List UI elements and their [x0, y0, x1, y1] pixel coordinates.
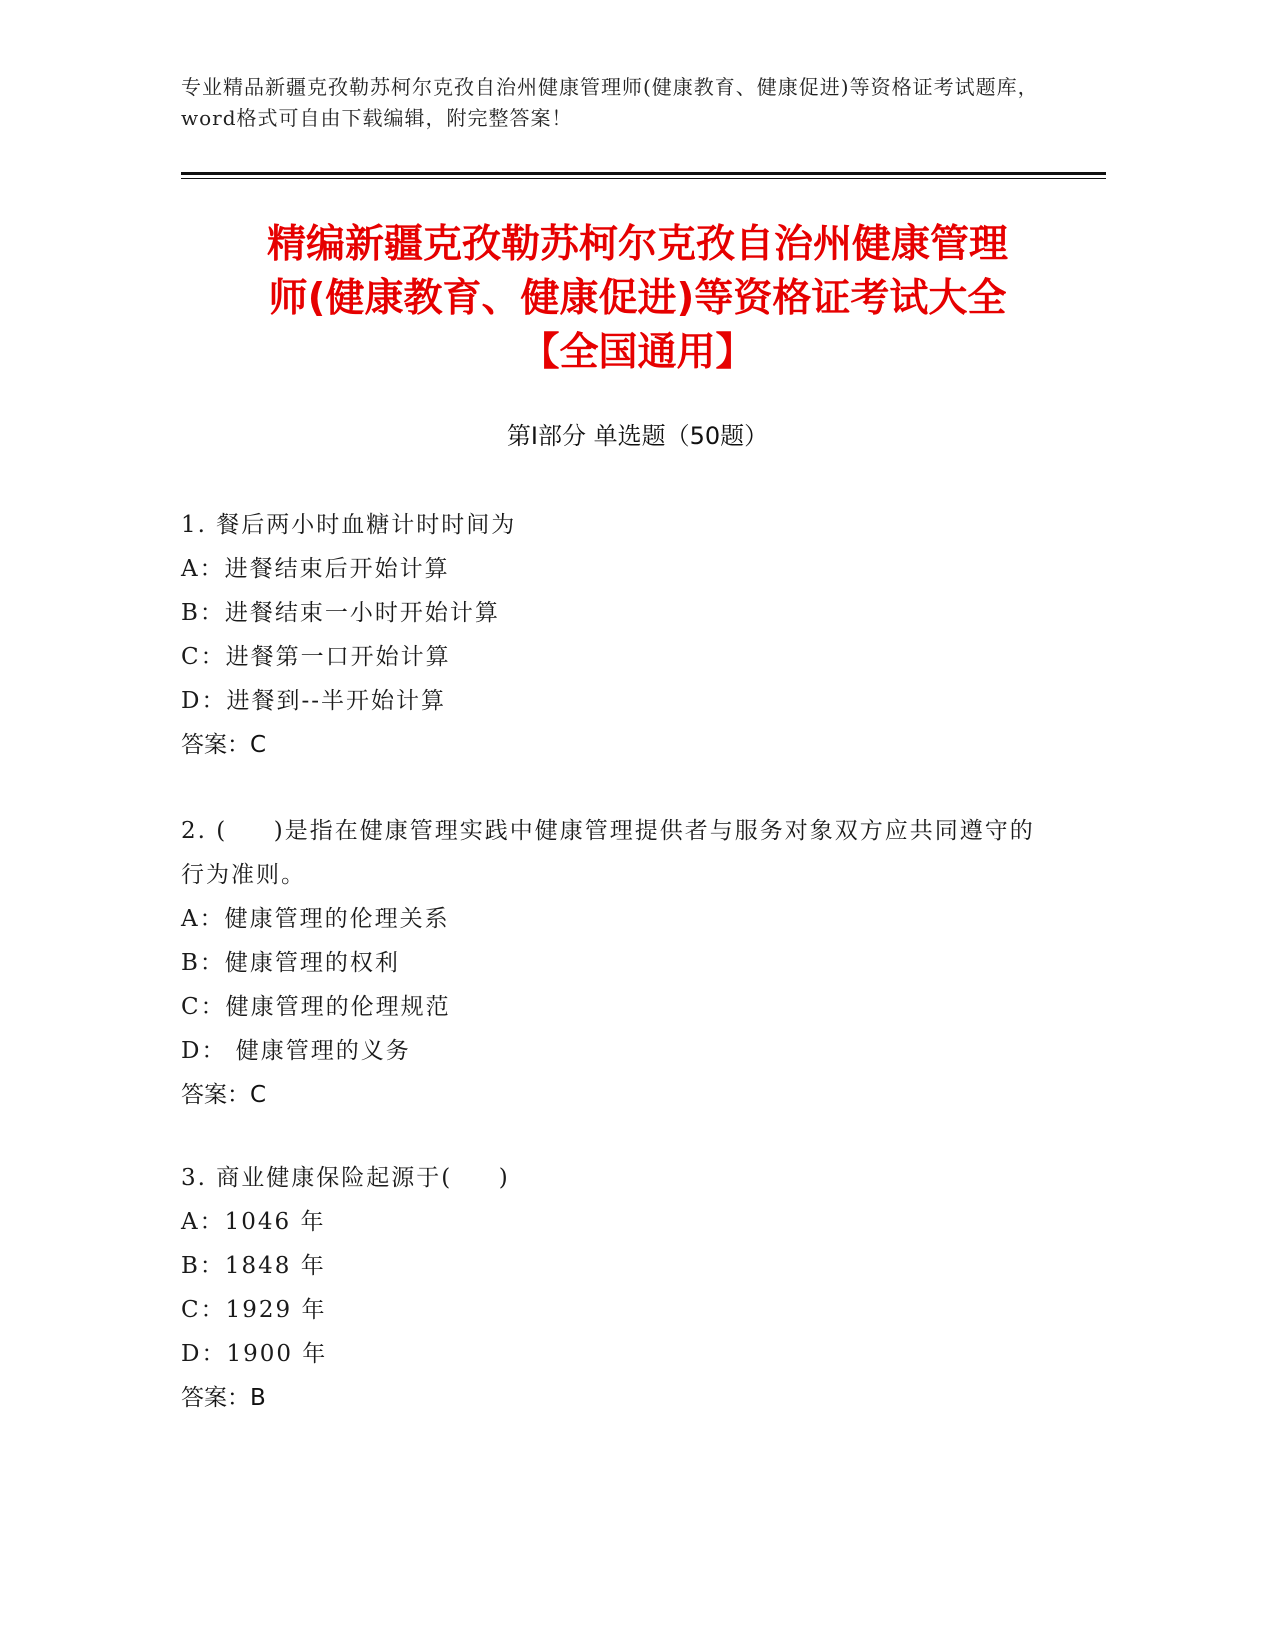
option-d: D：进餐到--半开始计算	[181, 688, 446, 714]
option-c: C：1929 年	[181, 1297, 327, 1323]
document-title-line-1: 精编新疆克孜勒苏柯尔克孜自治州健康管理	[266, 222, 1008, 267]
document-title	[160, 218, 1115, 380]
question-text: 3. 商业健康保险起源于( )	[181, 1165, 510, 1191]
question-text: 1. 餐后两小时血糖计时时间为	[181, 512, 517, 538]
option-c: C：健康管理的伦理规范	[181, 994, 451, 1020]
option-b: B：健康管理的权利	[181, 950, 400, 976]
answer-text: 答案：C	[181, 1082, 267, 1108]
question-block	[181, 1156, 1041, 1420]
section-heading: 第Ⅰ部分 单选题（50题）	[506, 422, 769, 450]
option-d: D：1900 年	[181, 1341, 328, 1367]
option-a: A：1046 年	[181, 1209, 326, 1235]
option-a: A：进餐结束后开始计算	[181, 556, 450, 582]
document-title-line-3: 【全国通用】	[520, 330, 755, 375]
answer-text: 答案：B	[181, 1385, 266, 1411]
option-d: D： 健康管理的义务	[181, 1038, 411, 1064]
question-text: 2. ( )是指在健康管理实践中健康管理提供者与服务对象双方应共同遵守的行为准则。	[181, 818, 1035, 888]
answer-text: 答案：C	[181, 732, 267, 758]
option-b: B：1848 年	[181, 1253, 326, 1279]
document-title-line-2: 师(健康教育、健康促进)等资格证考试大全	[268, 276, 1007, 321]
option-a: A：健康管理的伦理关系	[181, 906, 450, 932]
question-block	[181, 809, 1041, 1117]
option-c: C：进餐第一口开始计算	[181, 644, 451, 670]
header-note: 专业精品新疆克孜勒苏柯尔克孜自治州健康管理师(健康教育、健康促进)等资格证考试题库，word格式可自由下载编辑，附完整答案！	[181, 75, 1039, 130]
option-b: B：进餐结束一小时开始计算	[181, 600, 500, 626]
header-divider-thin	[181, 178, 1106, 179]
header-divider-thick	[181, 172, 1106, 175]
question-block	[181, 503, 1041, 767]
